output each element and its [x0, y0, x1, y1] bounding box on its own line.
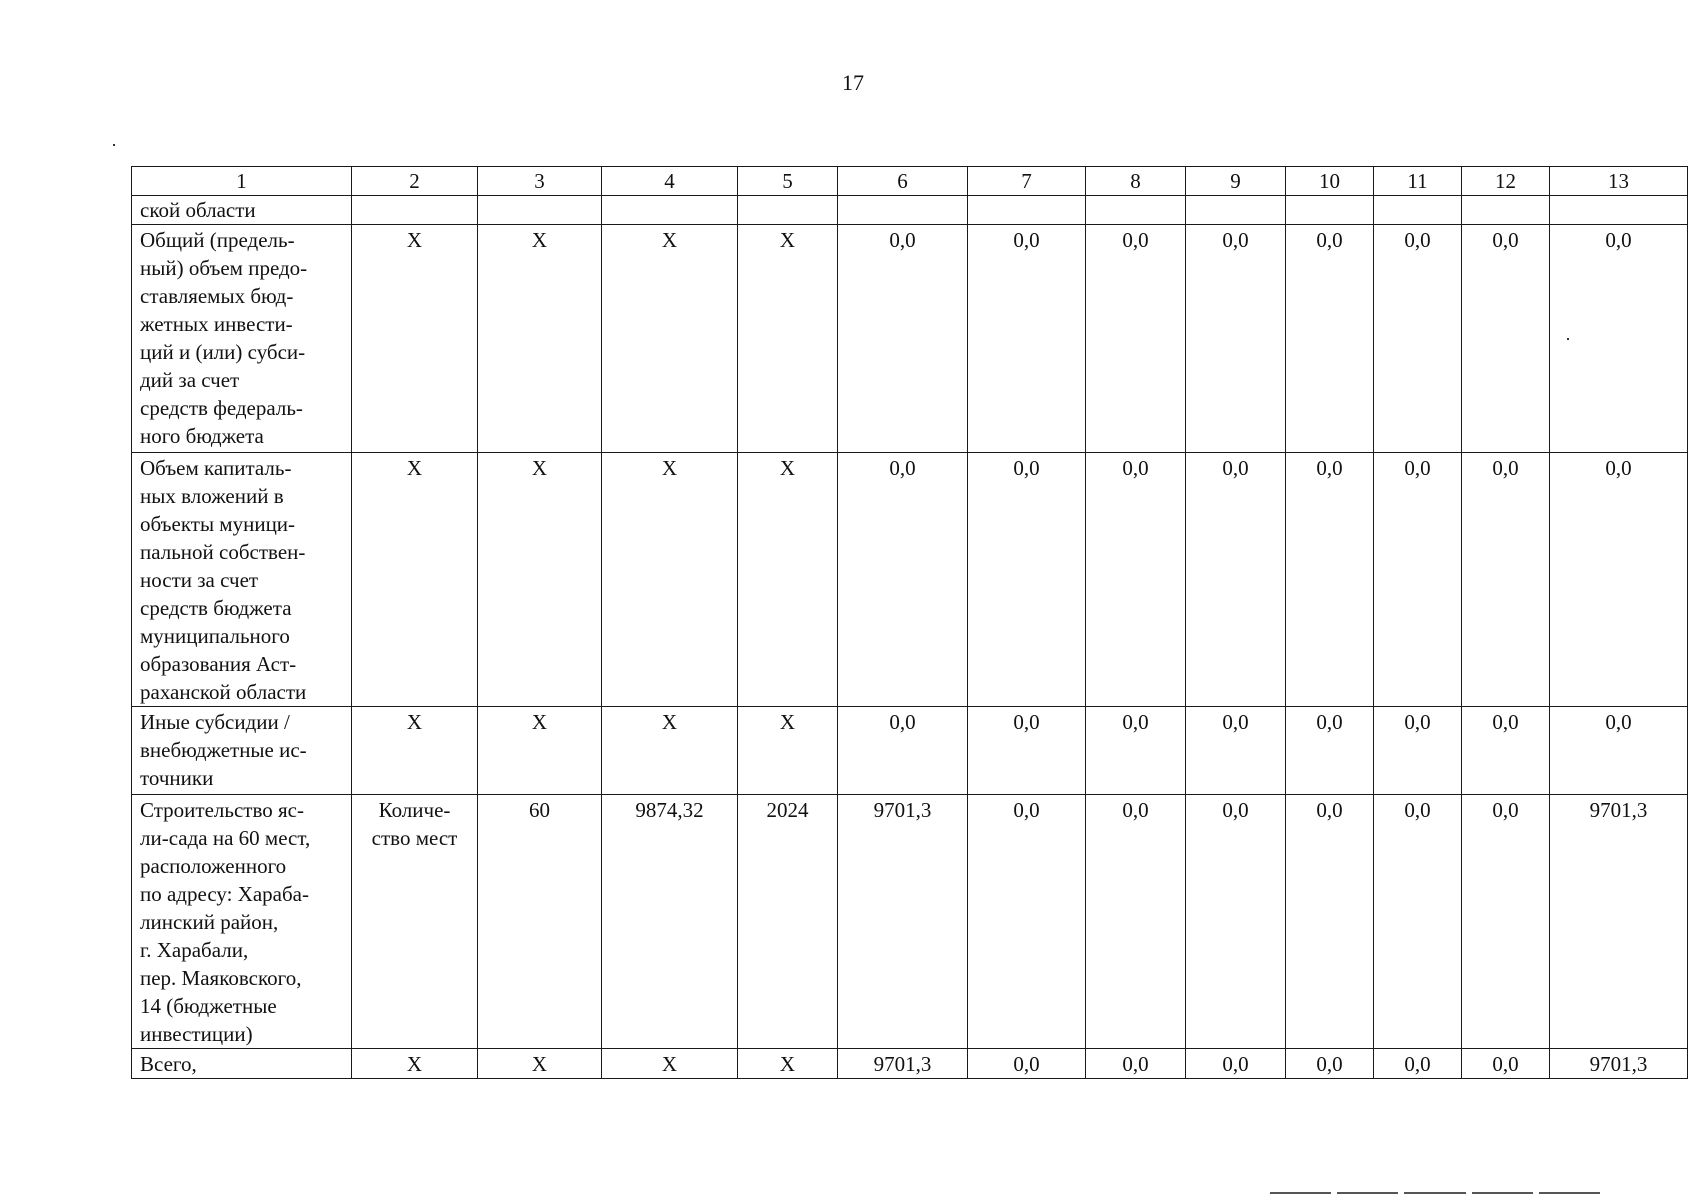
table-cell: X — [602, 707, 738, 795]
table-cell: X — [478, 453, 602, 707]
table-cell: X — [602, 453, 738, 707]
table-cell: 0,0 — [1186, 795, 1286, 1049]
table-row — [132, 795, 1688, 1049]
table-cell: 0,0 — [1086, 795, 1186, 1049]
table-cell — [352, 196, 478, 225]
table-cell: 0,0 — [1462, 707, 1550, 795]
table-cell: 0,0 — [1086, 707, 1186, 795]
footer-rule-segment — [1337, 1192, 1398, 1194]
table-cell: 9701,3 — [1550, 1049, 1688, 1079]
table-cell — [738, 196, 838, 225]
column-number: 3 — [478, 167, 602, 196]
table-cell: X — [602, 1049, 738, 1079]
table-cell: 9701,3 — [838, 795, 968, 1049]
table-cell: 0,0 — [968, 453, 1086, 707]
table-row — [132, 453, 1688, 707]
table-cell: 0,0 — [1286, 453, 1374, 707]
column-number: 11 — [1374, 167, 1462, 196]
table-cell: 0,0 — [1286, 1049, 1374, 1079]
footer-rule — [1270, 1192, 1600, 1196]
table-cell: 0,0 — [1186, 225, 1286, 453]
column-number: 6 — [838, 167, 968, 196]
scan-speck — [113, 144, 115, 146]
footer-rule-segment — [1472, 1192, 1533, 1194]
table-cell: 0,0 — [968, 795, 1086, 1049]
table-cell: 0,0 — [1374, 453, 1462, 707]
row-label: Общий (предель- ный) объем предо- ставляемых бюд- жетных инвести- ций и (или) субси- дий за счет средств федераль- ного бюджета — [132, 225, 352, 453]
column-number: 1 — [132, 167, 352, 196]
continuation-row — [132, 196, 1688, 225]
table-cell: X — [478, 707, 602, 795]
table-row — [132, 225, 1688, 453]
row-label: ской области — [132, 196, 352, 225]
table-row — [132, 707, 1688, 795]
table-cell: 60 — [478, 795, 602, 1049]
table-cell: 0,0 — [968, 707, 1086, 795]
table-cell: 9874,32 — [602, 795, 738, 1049]
table-cell: X — [352, 225, 478, 453]
table-cell: 0,0 — [968, 225, 1086, 453]
table-cell — [1550, 196, 1688, 225]
table-cell: X — [352, 1049, 478, 1079]
page-number: 17 — [842, 70, 864, 95]
table-row-total — [132, 1049, 1688, 1079]
table-cell: 0,0 — [968, 1049, 1086, 1079]
column-number: 13 — [1550, 167, 1688, 196]
column-number: 4 — [602, 167, 738, 196]
table-cell — [478, 196, 602, 225]
row-label: Объем капиталь- ных вложений в объекты муници- пальной собствен- ности за счет средств бюджета муниципального образования Аст- раханской области — [132, 453, 352, 707]
column-number: 10 — [1286, 167, 1374, 196]
row-label: Всего, — [132, 1049, 352, 1079]
table-cell: X — [602, 225, 738, 453]
table-cell — [1462, 196, 1550, 225]
table-cell — [838, 196, 968, 225]
table-cell: 0,0 — [1550, 707, 1688, 795]
table-cell: 0,0 — [1462, 1049, 1550, 1079]
table-cell: 0,0 — [1086, 225, 1186, 453]
column-number: 2 — [352, 167, 478, 196]
footer-rule-segment — [1270, 1192, 1331, 1194]
table-cell — [1374, 196, 1462, 225]
column-number: 12 — [1462, 167, 1550, 196]
table-cell: 9701,3 — [1550, 795, 1688, 1049]
column-number: 5 — [738, 167, 838, 196]
table-cell: 0,0 — [1374, 225, 1462, 453]
table-cell: 0,0 — [1086, 453, 1186, 707]
table-cell: 0,0 — [1286, 795, 1374, 1049]
table-cell — [1086, 196, 1186, 225]
table-cell: 0,0 — [1286, 707, 1374, 795]
table-cell: X — [478, 225, 602, 453]
footer-rule-segment — [1404, 1192, 1465, 1194]
table-cell: 0,0 — [838, 707, 968, 795]
table-cell: X — [352, 453, 478, 707]
table-cell: 0,0 — [1186, 453, 1286, 707]
footer-rule-segment — [1539, 1192, 1600, 1194]
table-cell: X — [352, 707, 478, 795]
investment-table — [131, 166, 1688, 1079]
table-cell: Количе- ство мест — [352, 795, 478, 1049]
table-cell: 2024 — [738, 795, 838, 1049]
table-cell: X — [738, 453, 838, 707]
table-cell: 0,0 — [1186, 1049, 1286, 1079]
table-cell: 0,0 — [1186, 707, 1286, 795]
table-cell: 0,0 — [1550, 453, 1688, 707]
table-cell: 0,0 — [838, 453, 968, 707]
table-cell: 0,0 — [1462, 225, 1550, 453]
row-label: Строительство яс- ли-сада на 60 мест, расположенного по адресу: Хараба- линский район, г. Харабали, пер. Маяковского, 14 (бюджетные инвестиции) — [132, 795, 352, 1049]
table-cell: 0,0 — [1374, 1049, 1462, 1079]
column-number: 9 — [1186, 167, 1286, 196]
table-cell — [968, 196, 1086, 225]
table-cell: 0,0 — [1462, 453, 1550, 707]
table-cell: X — [738, 225, 838, 453]
table-cell — [1186, 196, 1286, 225]
column-number-row — [132, 167, 1688, 196]
table-cell: 0,0 — [1374, 707, 1462, 795]
table-cell — [602, 196, 738, 225]
table-cell: X — [738, 707, 838, 795]
table-cell: 9701,3 — [838, 1049, 968, 1079]
table-cell: 0,0 — [1286, 225, 1374, 453]
table-cell: 0,0 — [1086, 1049, 1186, 1079]
table-cell — [1286, 196, 1374, 225]
row-label: Иные субсидии / внебюджетные ис- точники — [132, 707, 352, 795]
table-cell: 0,0 — [1374, 795, 1462, 1049]
column-number: 7 — [968, 167, 1086, 196]
table-cell: X — [478, 1049, 602, 1079]
table-cell: 0,0 — [1462, 795, 1550, 1049]
table-cell: X — [738, 1049, 838, 1079]
column-number: 8 — [1086, 167, 1186, 196]
table-cell: 0,0 — [1550, 225, 1688, 453]
table-cell: 0,0 — [838, 225, 968, 453]
